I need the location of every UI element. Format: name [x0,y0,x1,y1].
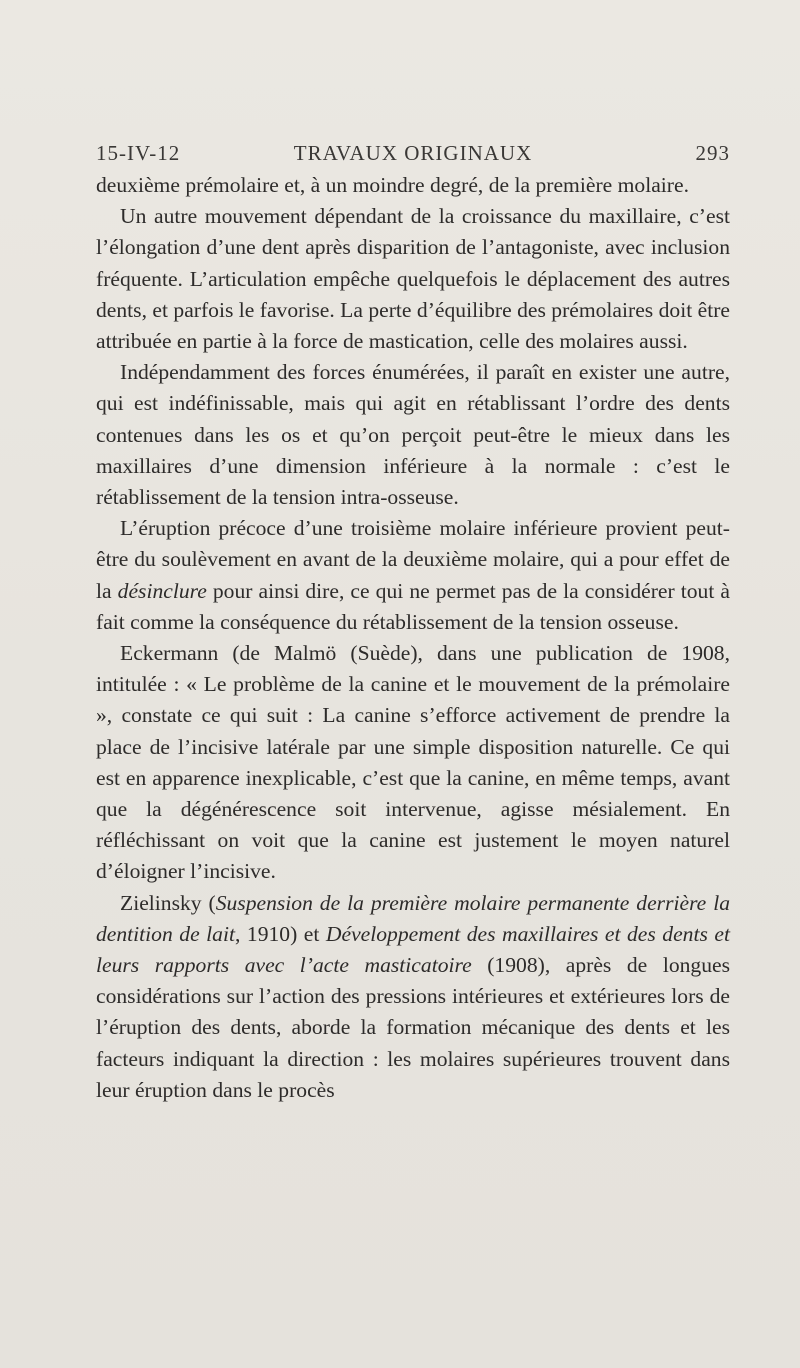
italic-title: Développement des maxillaires et des dents et leurs rapports avec l’acte masticatoire [96,921,730,978]
paragraph-eckermann: Eckermann (de Malmö (Suède), dans une publication de 1908, intitulée : « Le problème de la canine et le mouvement de la prémolaire », constate ce qui suit : La canine s’efforce activement de prendre la place de l’incisive latérale par une simple disposition naturelle. Ce qui est en apparence inexplicable, c’est que la canine, en même temps, avant que la dégénérescence soit intervenue, agisse mésialement. En réfléchissant on voit que la canine est justement le moyen naturel d’éloigner l’incisive. [96,641,730,884]
paragraph-intraosseous-tension: Indépendamment des forces énumérées, il paraît en exister une autre, qui est indéfinissable, mais qui agit en rétablissant l’ordre des dents contenues dans les os et qu’on perçoit peut-être le mieux dans les maxillaires d’une dimension inférieure à la normale : c’est le rétablissement de la tension intra-osseuse. [96,360,730,510]
text-run: pour ainsi dire, ce qui ne permet pas de la considérer tout à fait comme la conséquence du rétablissement de la tension osseuse. [96,578,730,634]
text-run: Zielinsky ( [120,890,216,915]
italic-title: Suspension de la première molaire permanente derrière la dentition de lait [96,890,730,946]
paragraph-continued: deuxième prémolaire et, à un moindre degré, de la première molaire. [96,173,689,197]
text-run: L’éruption précoce d’une troisième molaire inférieure provient peut-être du soulèvement en avant de la deuxième molaire, qui a pour effet de la [96,516,730,603]
paragraph-zielinsky [96,888,730,1106]
text-run: (1908), après de longues considérations sur l’action des pressions intérieures et extérieures lors de l’éruption des dents, aborde la formation mécanique des dents et les facteurs indiquant la direction : les molaires supérieures trouvent dans leur éruption dans le procès [96,953,730,1102]
body-text [96,170,730,1106]
paragraph-early-eruption [96,513,730,638]
page-number: 293 [695,141,730,165]
paragraph-elongation: Un autre mouvement dépendant de la croissance du maxillaire, c’est l’élongation d’une dent après disparition de l’antagoniste, avec inclusion fréquente. L’articulation empêche quelquefois le déplacement des autres dents, et parfois le favorise. La perte d’équilibre des prémolaires doit être attribuée en partie à la force de mastication, celle des molaires aussi. [96,204,730,354]
italic-term: désinclure [117,578,207,603]
running-header [96,140,730,166]
header-section-title: TRAVAUX ORIGINAUX [293,141,533,165]
header-date: 15-IV-12 [96,141,181,165]
text-run: , 1910) et [234,921,326,946]
